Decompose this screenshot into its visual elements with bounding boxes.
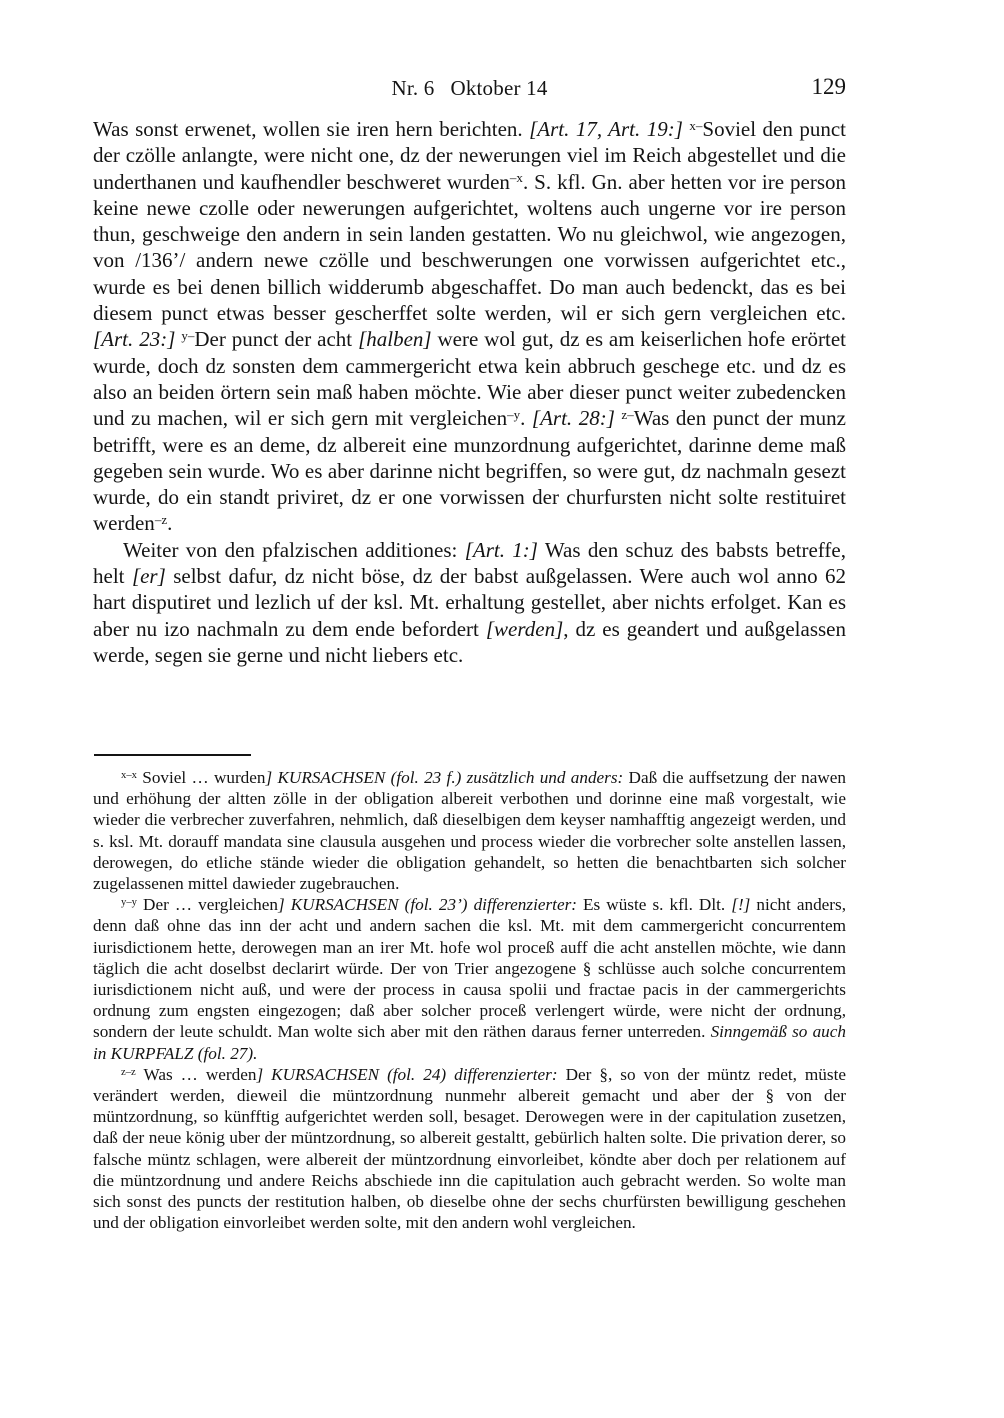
running-head-date: Oktober 14 — [450, 76, 548, 100]
page-header — [93, 76, 846, 104]
body-paragraph-2: Weiter von den pfalzischen additiones: [Art. 1:] Was den schuz des babsts betreffe, helt [er] selbst dafur, dz nicht böse, dz der babst außgelassen. Were auch wol anno 62 hart disputiret und lezlich uf der ksl. Mt. erhaltung gestellet, aber nichts erfolget. Kan es aber nu izo nachmaln zu dem ende befordert [werden], dz es geandert und außgelassen werde, segen sie gerne und nicht liebers etc. — [93, 537, 846, 667]
main-text-block — [93, 116, 846, 668]
body-paragraph-1: Was sonst erwenet, wollen sie iren hern berichten. [Art. 17, Art. 19:] $^{x-}$Soviel den punct der czölle anlangte, were nicht one, dz der newerungen viel im Reich abgestellet und die underthanen und kaufhendler beschweret wurden$^{-x}$. S. kfl. Gn. aber hetten vor ire person keine newe czolle oder newerungen aufgerichtet, woltens auch ungerne vor ire person thun, geschweige den andern in sein landen gestatten. Wo nu gleichwol, wie angezogen, von /136’/ andern newe czölle und beschwerungen one vorwissen aufgerichtet etc., wurde es bei denen billich widderumb abgeschaffet. Do man auch bedenckt, das es bei diesem punct etwas besser gescherffet solte werden, wil er sich gern vergleichen etc. [Art. 23:] $^{y-}$Der punct der acht [halben] were wol gut, dz es am keiserlichen hofe erörtet wurde, doch dz sonsten dem cammergericht etwa kein abbruch geschege etc. und dz es also an beiden örtern sein maß haben möchte. Wie aber dieser punct weiter zubedencken und zu machen, wil er sich gern mit vergleichen$^{-y}$. [Art. 28:] $^{z-}$Was den punct der munz betrifft, were es an deme, dz albereit eine munzordnung aufgerichtet, darinne deme maß gegeben sein wurde. Wo es aber darinne nicht begriffen, so were gut, dz nachmaln gesezt wurde, do ein standt priviret, dz er one vorwissen der churfursten nicht solte restituiret werden$^{-z}$. — [93, 117, 846, 536]
footnote-separator-rule — [94, 754, 251, 756]
page-number: 129 — [811, 74, 846, 99]
footnote-y: $^{y-y}$ Der … vergleichen] KURSACHSEN (fol. 23’) differenzierter: Es wüste s. kfl. Dlt. [!] nicht anders, denn daß ohne das inn der acht und andern sachen die ksl. Mt. mit dem cammergericht concurrentem iurisdictionem hette, derowegen man an irer Mt. hofe wol proceß auff die acht anstellen möchte, wie dann täglich die acht doselbst declarirt würde. Der von Trier angezogene § schlüsse auch solche concurrentem iurisdictionem nicht auß, und were der process in causa spolii und fractae pacis in der cammergerichts ordnung zum engsten eingezogen; daß aber solcher proceß verlengert würde, were nicht der ordnung, sondern der leute schuldt. Man wolte sich aber mit den räthen daraus ferner unterreden. Sinngemäß so auch in KURPFALZ (fol. 27). — [93, 895, 847, 1063]
footnote-x: $^{x-x}$ Soviel … wurden] KURSACHSEN (fol. 23 f.) zusätzlich und anders: Daß die auffsetzung der nawen und erhöhung der altten zölle in der obligation albereit verbothen und dorinne eine maß vorgestalt, wie wieder die verbrecher zuverfahren, nehmlich, daß dieselbigen dem keyser namhafftig angezeigt werden, und s. ksl. Mt. dorauff mandata sine clausula ausgehen und process wieder die vorbrecher solte anstellen lassen, derowegen, do etliche stände wieder die obligation gehandelt, so hetten die benachtbarten sich solcher zugelassenen mittel dawieder zugebrauchen. — [93, 768, 846, 894]
footnotes-block — [93, 767, 846, 1233]
footnote-z: $^{z-z}$ Was … werden] KURSACHSEN (fol. 24) differenzierter: Der §, so von der müntz redet, müste verändert werden, dieweil die müntzordnung nunmehr albereit gemacht und aber der § von der müntzordnung, so künfftig aufgerichtet werden soll, besaget. Derowegen were in der capitulation zusetzen, daß der neue könig uber der müntzordnung, so albereit gestaltt, gebürlich halten solte. Die privation derer, so falsche müntz schlagen, were albereit der müntzordnung einvorleibet, köndte aber doch per relationem auf die müntzordnung und andere Reichs abschiede inn die capitulation auch gebracht werden. So wolte man sich sonst des puncts der restitution halben, ob dieselbe ohne der sechs churfürsten bewilligung geschehen und der obligation einvorleibet werden solte, mit den andern wohl vergleichen. — [93, 1064, 846, 1233]
running-head-number: Nr. 6 — [391, 76, 435, 100]
running-head — [93, 76, 846, 101]
